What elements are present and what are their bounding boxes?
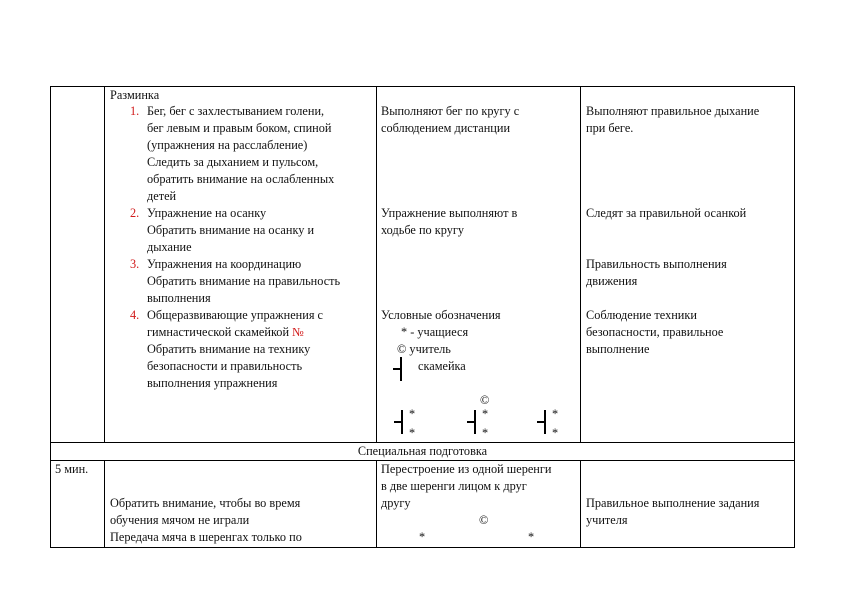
table-border-left <box>50 86 51 548</box>
teacher-symbol: © <box>479 513 489 527</box>
column-divider <box>104 460 105 548</box>
item-text: Общеразвивающие упражнения с <box>147 308 324 322</box>
expected-result: Соблюдение техники <box>586 308 697 322</box>
column-divider <box>376 86 377 443</box>
column-divider <box>376 460 377 548</box>
expected-result: учителя <box>586 513 628 527</box>
item-text: Упражнение на осанку <box>147 206 267 220</box>
item-number: 1. <box>130 104 140 118</box>
teacher-note: Передача мяча в шеренгах только по <box>110 530 302 544</box>
table-border-bottom <box>50 547 795 548</box>
table-border-top <box>50 86 795 87</box>
student-activity: другу <box>381 496 411 510</box>
item-text: гимнастической скамейкой <box>147 325 290 339</box>
student-symbol: * <box>482 407 489 421</box>
item-text: детей <box>147 189 177 203</box>
item-text: (упражнения на расслабление) <box>147 138 308 152</box>
column-divider <box>580 86 581 443</box>
item-number: 4. <box>130 308 140 322</box>
teacher-note: Обратить внимание, чтобы во время <box>110 496 301 510</box>
table-border-right <box>794 86 795 548</box>
item-text: выполнения упражнения <box>147 376 278 390</box>
expected-result: Выполняют правильное дыхание <box>586 104 760 118</box>
item-text: Бег, бег с захлестыванием голени, <box>147 104 325 118</box>
item-text: выполнения <box>147 291 211 305</box>
number-sign: № <box>292 325 304 339</box>
teacher-note: обучения мячом не играли <box>110 513 250 527</box>
expected-result: движения <box>586 274 638 288</box>
teacher-symbol: © <box>480 393 490 407</box>
item-text: обратить внимание на ослабленных <box>147 172 335 186</box>
expected-result: выполнение <box>586 342 650 356</box>
student-symbol: * <box>482 426 489 440</box>
student-activity: Упражнение выполняют в <box>381 206 518 220</box>
bench-icon <box>393 357 402 381</box>
item-text: Обратить внимание на технику <box>147 342 311 356</box>
expected-result: при беге. <box>586 121 634 135</box>
warmup-title: Разминка <box>110 88 160 102</box>
item-text: Обратить внимание на правильность <box>147 274 341 288</box>
item-text: дыхание <box>147 240 192 254</box>
item-number: 2. <box>130 206 140 220</box>
item-text: безопасности и правильность <box>147 359 303 373</box>
student-activity: Перестроение из одной шеренги <box>381 462 552 476</box>
item-text: бег левым и правым боком, спиной <box>147 121 332 135</box>
student-symbol: * <box>552 426 559 440</box>
student-symbol: * <box>409 407 416 421</box>
student-activity: в две шеренги лицом к друг <box>381 479 527 493</box>
column-divider <box>104 86 105 443</box>
legend-title: Условные обозначения <box>381 308 501 322</box>
expected-result: Правильность выполнения <box>586 257 727 271</box>
student-activity: ходьбе по кругу <box>381 223 465 237</box>
student-symbol: * <box>528 530 535 544</box>
item-number: 3. <box>130 257 140 271</box>
item-text: Обратить внимание на осанку и <box>147 223 315 237</box>
expected-result: безопасности, правильное <box>586 325 724 339</box>
column-divider <box>580 460 581 548</box>
expected-result: Следят за правильной осанкой <box>586 206 747 220</box>
item-text: Следить за дыханием и пульсом, <box>147 155 319 169</box>
student-activity: Выполняют бег по кругу с <box>381 104 520 118</box>
bench-icon <box>467 410 476 434</box>
student-symbol: * <box>552 407 559 421</box>
item-text: Упражнения на координацию <box>147 257 302 271</box>
bench-icon <box>394 410 403 434</box>
expected-result: Правильное выполнение задания <box>586 496 760 510</box>
legend-student: * - учащиеся <box>401 325 469 339</box>
legend-bench: скамейка <box>418 359 466 373</box>
item-text-with-sign <box>147 324 304 340</box>
time-cell: 5 мин. <box>55 462 89 476</box>
student-symbol: * <box>419 530 426 544</box>
student-symbol: * <box>409 426 416 440</box>
legend-teacher: © учитель <box>397 342 451 356</box>
bench-icon <box>537 410 546 434</box>
section-header: Специальная подготовка <box>357 444 488 458</box>
student-activity: соблюдением дистанции <box>381 121 511 135</box>
